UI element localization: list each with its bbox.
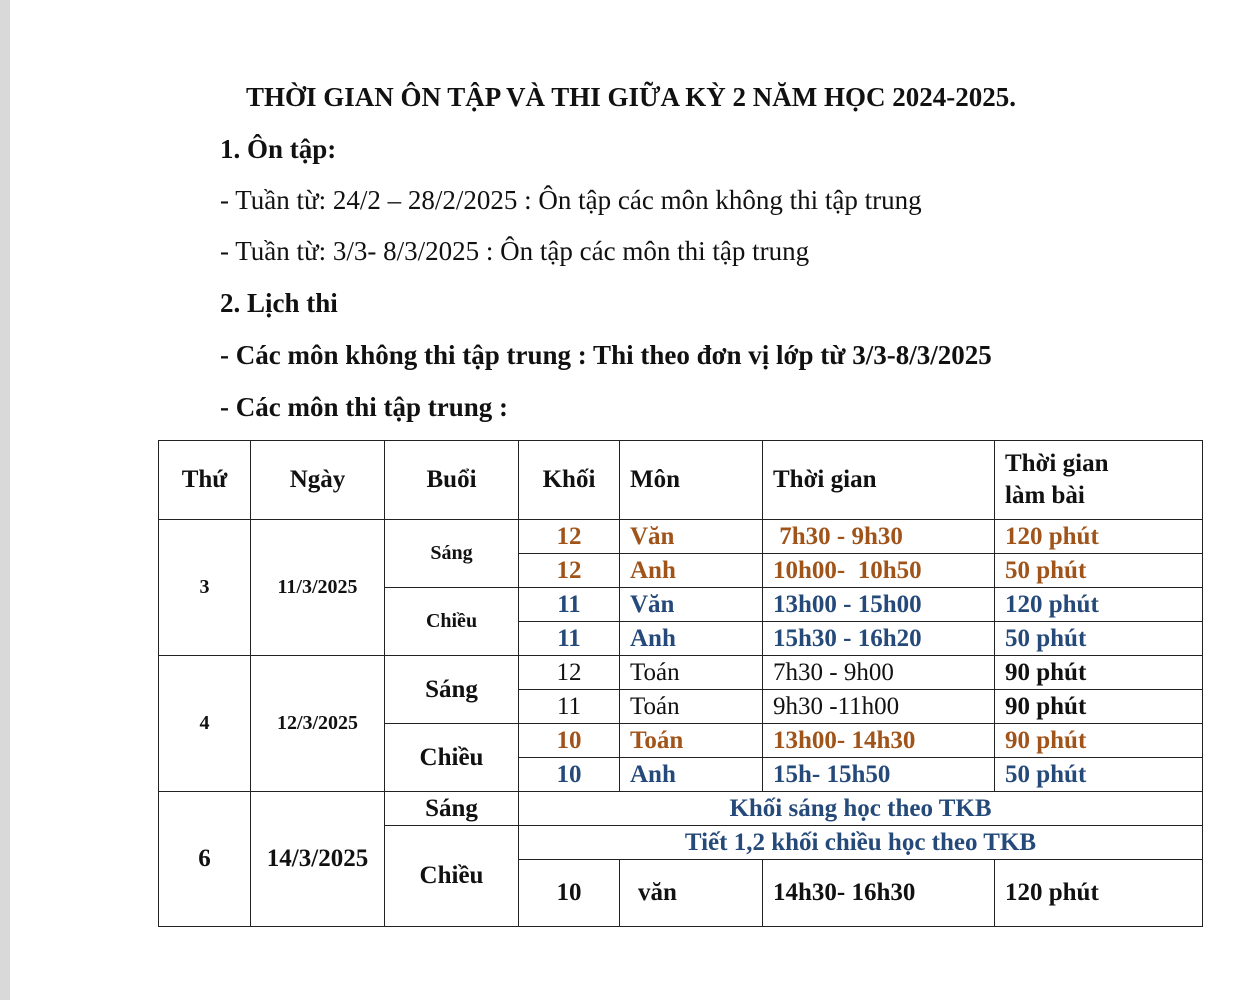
cell-lam-bai: 120 phút — [995, 588, 1203, 622]
cell-lam-bai: 50 phút — [995, 622, 1203, 656]
exam-central-note: - Các môn thi tập trung : — [220, 392, 508, 422]
cell-gio: 7h30 - 9h30 — [763, 520, 995, 554]
cell-khoi: 12 — [519, 656, 620, 690]
header-buoi: Buổi — [385, 441, 519, 520]
cell-note-morning: Khối sáng học theo TKB — [519, 792, 1203, 826]
section-review-heading: 1. Ôn tập: — [220, 134, 337, 164]
cell-gio: 10h00- 10h50 — [763, 554, 995, 588]
table-header-row — [159, 441, 1203, 520]
cell-buoi: Chiều — [385, 826, 519, 927]
document-page — [10, 0, 1252, 1000]
header-mon: Môn — [620, 441, 763, 520]
cell-khoi: 11 — [519, 622, 620, 656]
table-row — [159, 792, 1203, 826]
review-week-1: - Tuần từ: 24/2 – 28/2/2025 : Ôn tập các môn không thi tập trung — [220, 185, 922, 215]
cell-buoi: Chiều — [385, 724, 519, 792]
cell-mon: Anh — [620, 622, 763, 656]
cell-gio: 13h00- 14h30 — [763, 724, 995, 758]
cell-buoi: Sáng — [385, 520, 519, 588]
cell-thu: 6 — [159, 792, 251, 927]
cell-mon: văn — [620, 860, 763, 927]
cell-gio: 9h30 -11h00 — [763, 690, 995, 724]
header-khoi: Khối — [519, 441, 620, 520]
cell-gio: 7h30 - 9h00 — [763, 656, 995, 690]
cell-gio: 15h30 - 16h20 — [763, 622, 995, 656]
header-thoi-gian-lam-bai-line1: Thời gian — [1005, 450, 1109, 477]
cell-mon: Toán — [620, 656, 763, 690]
cell-lam-bai: 90 phút — [995, 690, 1203, 724]
header-thoi-gian: Thời gian — [763, 441, 995, 520]
cell-gio: 13h00 - 15h00 — [763, 588, 995, 622]
cell-khoi: 10 — [519, 860, 620, 927]
cell-thu: 3 — [159, 520, 251, 656]
header-thoi-gian-lam-bai-line2: làm bài — [1005, 482, 1085, 509]
cell-lam-bai: 120 phút — [995, 860, 1203, 927]
cell-gio: 14h30- 16h30 — [763, 860, 995, 927]
cell-note-afternoon: Tiết 1,2 khối chiều học theo TKB — [519, 826, 1203, 860]
cell-mon: Toán — [620, 724, 763, 758]
cell-mon: Văn — [620, 588, 763, 622]
cell-khoi: 11 — [519, 690, 620, 724]
header-thoi-gian-lam-bai — [995, 441, 1203, 520]
header-ngay: Ngày — [251, 441, 385, 520]
table-row — [159, 520, 1203, 554]
cell-lam-bai: 120 phút — [995, 520, 1203, 554]
header-thu: Thứ — [159, 441, 251, 520]
table-row — [159, 656, 1203, 690]
cell-khoi: 10 — [519, 758, 620, 792]
cell-ngay: 14/3/2025 — [251, 792, 385, 927]
cell-gio: 15h- 15h50 — [763, 758, 995, 792]
section-exam-heading: 2. Lịch thi — [220, 288, 338, 318]
cell-mon: Toán — [620, 690, 763, 724]
cell-thu: 4 — [159, 656, 251, 792]
cell-ngay: 12/3/2025 — [251, 656, 385, 792]
cell-lam-bai: 50 phút — [995, 554, 1203, 588]
cell-khoi: 12 — [519, 554, 620, 588]
cell-lam-bai: 50 phút — [995, 758, 1203, 792]
cell-lam-bai: 90 phút — [995, 656, 1203, 690]
review-week-2: - Tuần từ: 3/3- 8/3/2025 : Ôn tập các môn thi tập trung — [220, 236, 810, 266]
cell-khoi: 11 — [519, 588, 620, 622]
cell-mon: Anh — [620, 758, 763, 792]
cell-khoi: 12 — [519, 520, 620, 554]
exam-non-central-note: - Các môn không thi tập trung : Thi theo đơn vị lớp từ 3/3-8/3/2025 — [220, 340, 992, 370]
cell-ngay: 11/3/2025 — [251, 520, 385, 656]
cell-lam-bai: 90 phút — [995, 724, 1203, 758]
cell-buoi: Chiều — [385, 588, 519, 656]
cell-mon: Văn — [620, 520, 763, 554]
cell-buoi: Sáng — [385, 656, 519, 724]
cell-buoi: Sáng — [385, 792, 519, 826]
cell-khoi: 10 — [519, 724, 620, 758]
document-title: THỜI GIAN ÔN TẬP VÀ THI GIỮA KỲ 2 NĂM HỌC 2024-2025. — [245, 82, 1017, 112]
exam-schedule-table — [158, 440, 1203, 927]
cell-mon: Anh — [620, 554, 763, 588]
